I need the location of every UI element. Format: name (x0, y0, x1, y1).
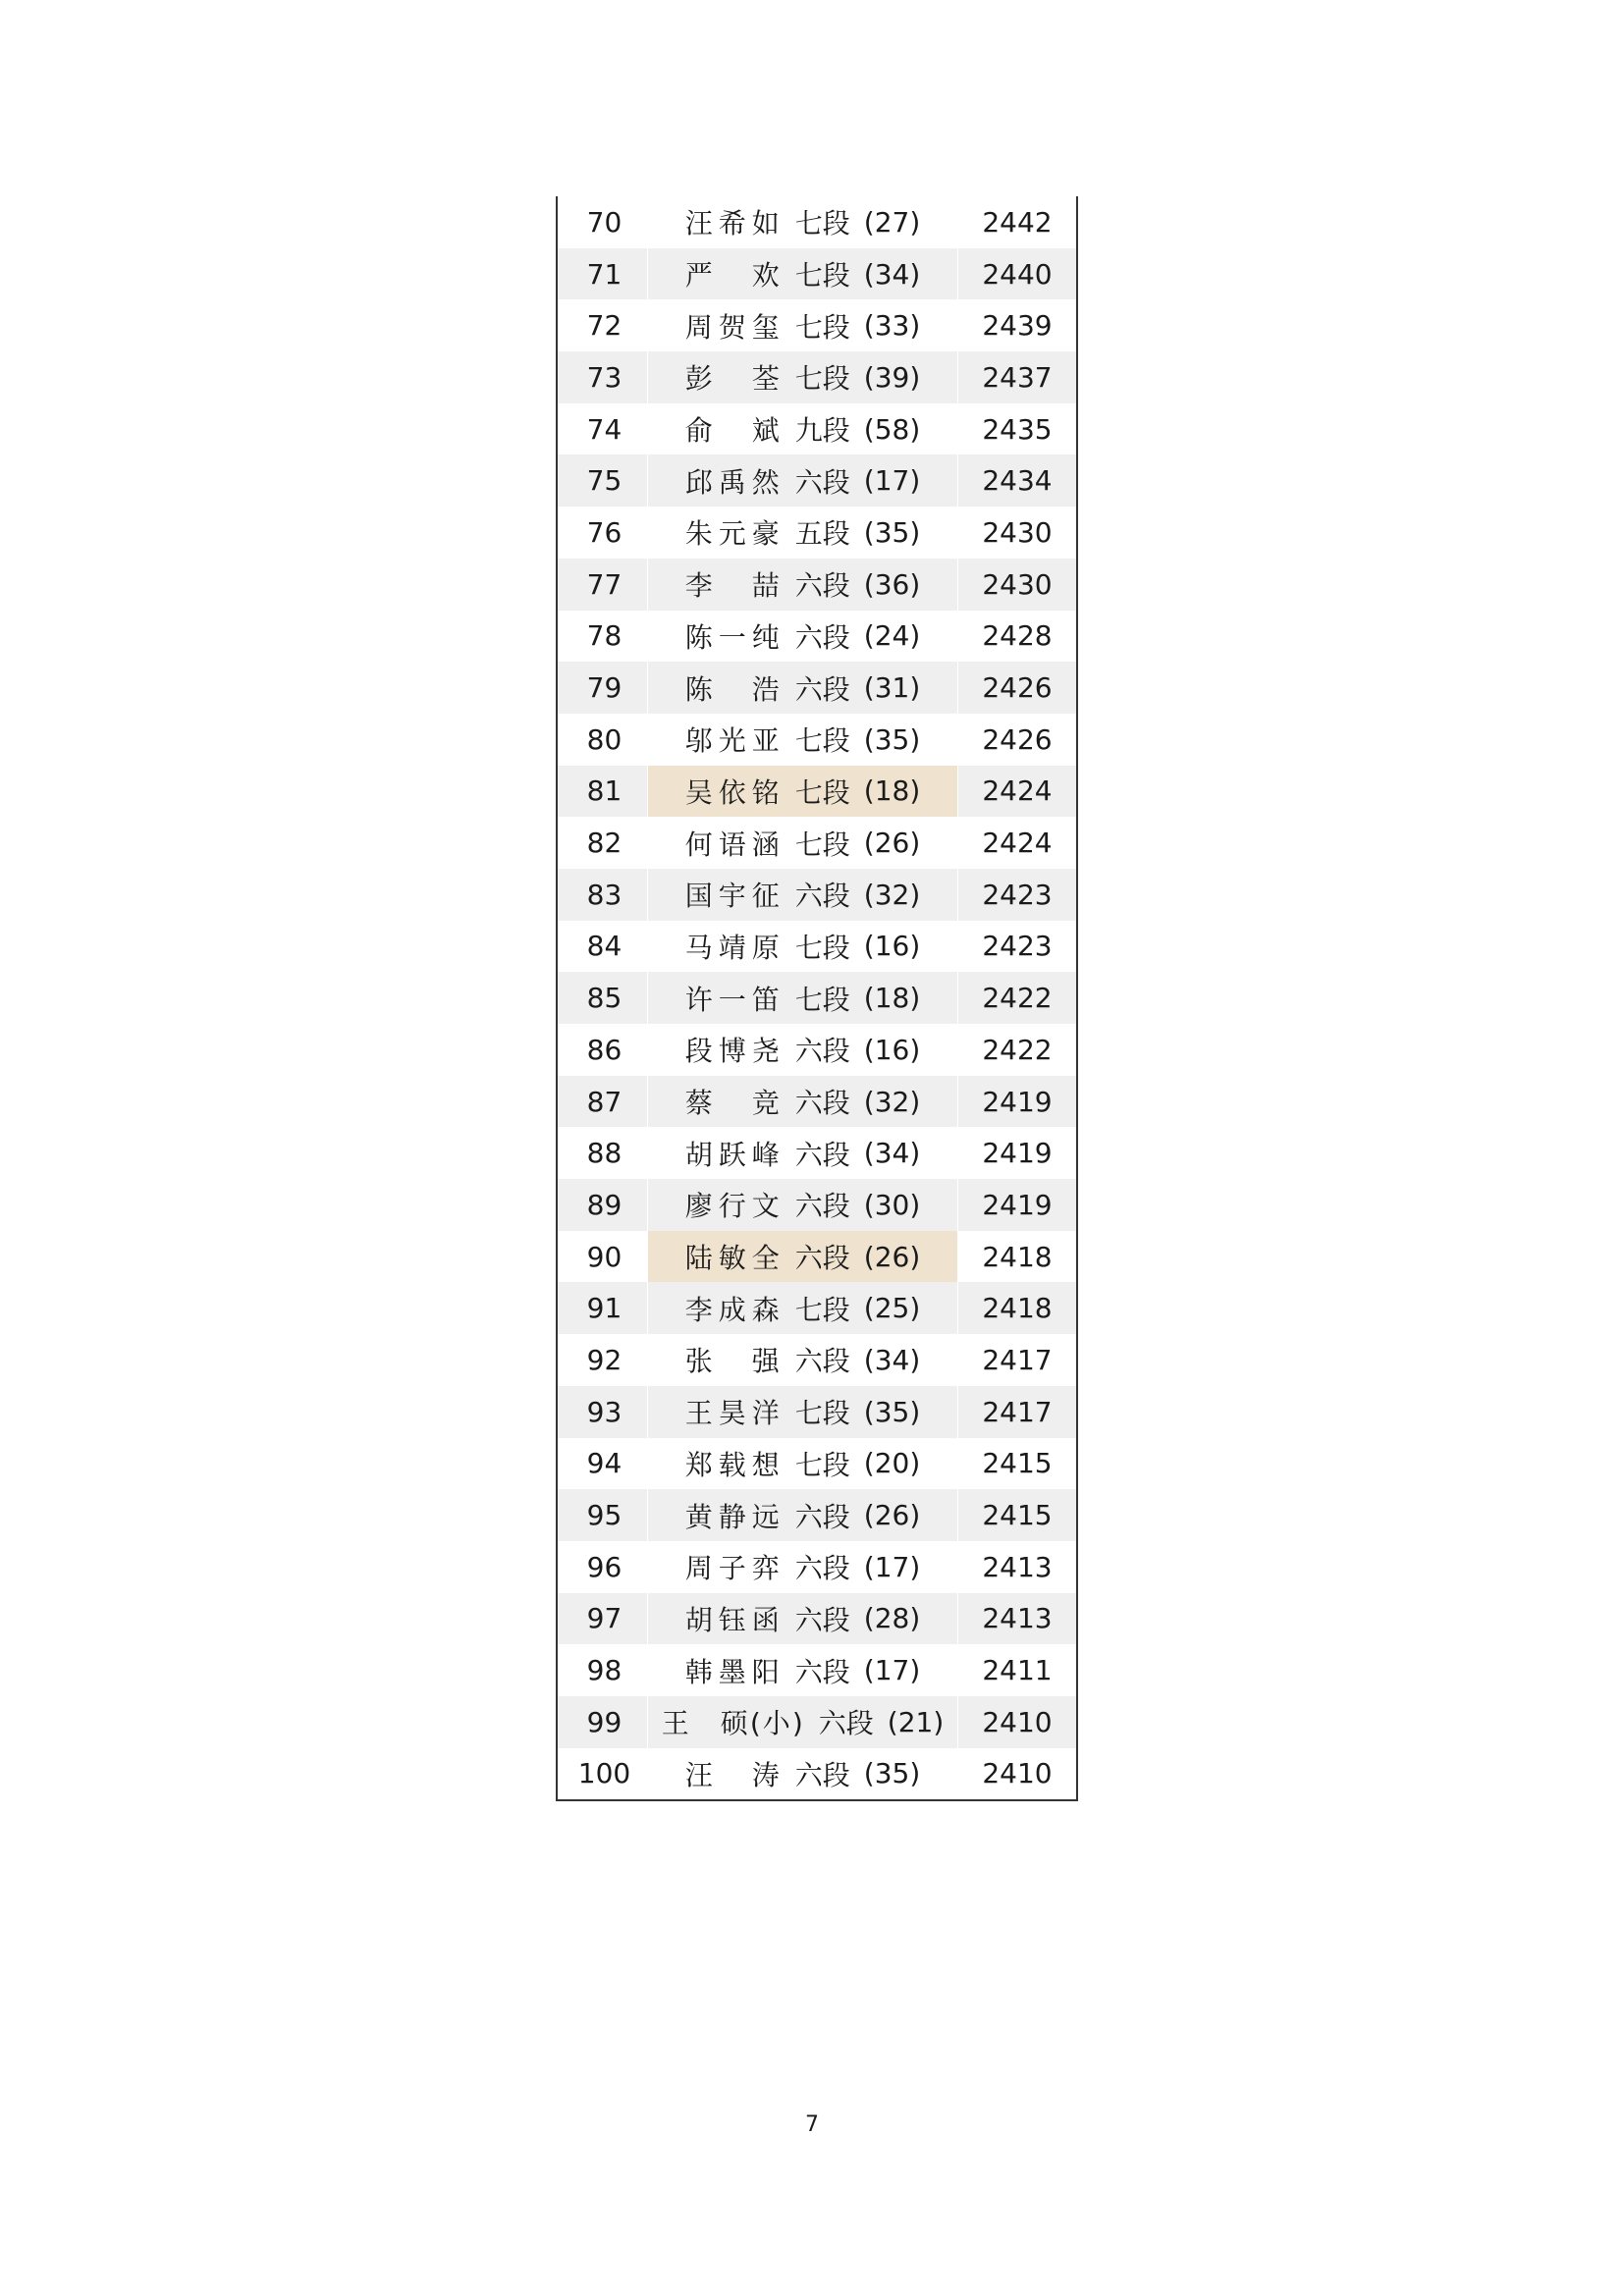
player-cell (648, 299, 958, 351)
rating-cell: 2418 (982, 1292, 1053, 1325)
rank-cell: 96 (558, 1541, 648, 1593)
player-dan: 七段 (794, 775, 850, 809)
rating-cell: 2419 (982, 1085, 1053, 1118)
player-cell (648, 1386, 958, 1438)
player-name: 陆敏全 (684, 1242, 780, 1275)
rank-cell: 84 (558, 921, 648, 973)
rank-cell: 95 (558, 1489, 648, 1541)
rating-cell: 2419 (982, 1188, 1053, 1221)
player-name: 彭 荃 (684, 362, 780, 396)
player-name: 廖行文 (684, 1190, 780, 1223)
page-number: 7 (805, 2112, 819, 2137)
rating-cell: 2423 (982, 878, 1053, 911)
player-dan: 六段 (794, 620, 850, 654)
player-cell (648, 1334, 958, 1386)
player-age: (33) (863, 309, 921, 343)
rank-cell: 92 (558, 1334, 648, 1386)
rank-cell: 91 (558, 1282, 648, 1334)
player-age: (35) (863, 515, 921, 549)
player-dan: 六段 (794, 1655, 850, 1688)
rank-cell: 73 (558, 351, 648, 403)
player-age: (18) (863, 774, 921, 808)
player-name: 王 硕(小) (661, 1707, 803, 1740)
player-name: 吴依铭 (684, 775, 780, 809)
table-row (558, 972, 1076, 1024)
rank-cell: 87 (558, 1076, 648, 1128)
table-row (558, 1386, 1076, 1438)
rank-cell: 85 (558, 972, 648, 1024)
player-age: (35) (863, 722, 921, 756)
rating-cell: 2413 (982, 1602, 1053, 1635)
rank-cell: 77 (558, 559, 648, 611)
player-name: 许一笛 (684, 983, 780, 1016)
table-row (558, 611, 1076, 663)
rating-cell: 2417 (982, 1395, 1053, 1428)
rank-cell: 90 (558, 1231, 648, 1283)
player-name: 黄静远 (684, 1500, 780, 1533)
player-dan: 六段 (794, 1087, 850, 1120)
rank-cell: 81 (558, 766, 648, 818)
rating-cell: 2422 (982, 1033, 1053, 1066)
player-name: 邬光亚 (684, 724, 780, 758)
rating-cell: 2430 (982, 515, 1053, 549)
player-name: 周子弈 (684, 1552, 780, 1585)
player-dan: 七段 (794, 362, 850, 396)
table-row (558, 1334, 1076, 1386)
player-age: (30) (863, 1188, 921, 1221)
player-age: (32) (863, 878, 921, 911)
table-row (558, 1748, 1076, 1800)
rating-cell: 2415 (982, 1499, 1053, 1532)
player-age: (21) (887, 1705, 945, 1738)
rating-cell: 2430 (982, 567, 1053, 601)
player-name: 胡跃峰 (684, 1138, 780, 1171)
table-row (558, 351, 1076, 403)
rank-cell: 72 (558, 299, 648, 351)
table-row (558, 454, 1076, 507)
player-cell (648, 559, 958, 611)
table-row (558, 1489, 1076, 1541)
player-cell (648, 248, 958, 300)
table-row (558, 559, 1076, 611)
rating-cell: 2426 (982, 722, 1053, 756)
rank-cell: 71 (558, 248, 648, 300)
rank-cell: 82 (558, 817, 648, 869)
rating-cell: 2413 (982, 1550, 1053, 1583)
player-cell (648, 714, 958, 766)
player-age: (17) (863, 1550, 921, 1583)
player-cell (648, 1076, 958, 1128)
player-name: 张 强 (684, 1345, 780, 1378)
player-cell (648, 351, 958, 403)
rank-cell: 83 (558, 869, 648, 921)
table-row (558, 1076, 1076, 1128)
table-row (558, 1024, 1076, 1076)
player-age: (20) (863, 1447, 921, 1480)
player-age: (39) (863, 360, 921, 394)
player-age: (27) (863, 205, 921, 239)
player-dan: 六段 (794, 465, 850, 499)
player-dan: 六段 (794, 1552, 850, 1585)
table-row (558, 248, 1076, 300)
rating-cell: 2410 (982, 1705, 1053, 1738)
rating-cell: 2424 (982, 774, 1053, 808)
player-cell (648, 1644, 958, 1696)
rank-cell: 76 (558, 507, 648, 559)
player-age: (26) (863, 827, 921, 860)
rank-cell: 89 (558, 1179, 648, 1231)
player-dan: 六段 (794, 1242, 850, 1275)
table-row (558, 921, 1076, 973)
player-dan: 九段 (794, 414, 850, 448)
rank-cell: 99 (558, 1696, 648, 1748)
player-dan: 六段 (794, 1603, 850, 1636)
player-cell (648, 1489, 958, 1541)
table-row (558, 1438, 1076, 1490)
rank-cell: 98 (558, 1644, 648, 1696)
player-dan: 五段 (794, 517, 850, 551)
rating-cell: 2439 (982, 309, 1053, 343)
player-name: 李成森 (684, 1293, 780, 1326)
rank-cell: 80 (558, 714, 648, 766)
rating-cell: 2415 (982, 1447, 1053, 1480)
player-dan: 六段 (794, 672, 850, 706)
rank-cell: 97 (558, 1593, 648, 1645)
rating-cell: 2424 (982, 827, 1053, 860)
table-row (558, 1231, 1076, 1283)
player-cell (648, 403, 958, 455)
rank-cell: 86 (558, 1024, 648, 1076)
table-row (558, 869, 1076, 921)
player-name: 朱元豪 (684, 517, 780, 551)
player-name: 邱禹然 (684, 465, 780, 499)
rank-cell: 74 (558, 403, 648, 455)
table-row (558, 1644, 1076, 1696)
rank-cell: 79 (558, 662, 648, 714)
player-cell (648, 921, 958, 973)
rating-cell: 2435 (982, 412, 1053, 446)
rating-cell: 2440 (982, 257, 1053, 291)
player-age: (17) (863, 1654, 921, 1687)
player-dan: 六段 (794, 1500, 850, 1533)
table-row (558, 714, 1076, 766)
player-age: (34) (863, 257, 921, 291)
player-cell (648, 611, 958, 663)
player-dan: 七段 (794, 207, 850, 240)
rating-cell: 2423 (982, 930, 1053, 963)
player-name: 周贺玺 (684, 310, 780, 344)
player-name: 李 喆 (684, 569, 780, 603)
rating-cell: 2426 (982, 671, 1053, 705)
player-dan: 七段 (794, 931, 850, 964)
rating-cell: 2428 (982, 619, 1053, 653)
player-age: (26) (863, 1240, 921, 1273)
player-dan: 六段 (794, 1138, 850, 1171)
player-name: 胡钰函 (684, 1603, 780, 1636)
player-age: (32) (863, 1085, 921, 1118)
player-name: 段博尧 (684, 1035, 780, 1068)
rank-cell: 88 (558, 1127, 648, 1179)
rating-cell: 2411 (982, 1654, 1053, 1687)
table-row (558, 1282, 1076, 1334)
player-cell (648, 1748, 958, 1800)
player-age: (58) (863, 412, 921, 446)
table-row (558, 662, 1076, 714)
player-age: (16) (863, 1033, 921, 1066)
player-age: (25) (863, 1292, 921, 1325)
table-row (558, 766, 1076, 818)
player-name: 韩墨阳 (684, 1655, 780, 1688)
player-dan: 七段 (794, 983, 850, 1016)
table-row (558, 1179, 1076, 1231)
player-dan: 六段 (794, 569, 850, 603)
player-cell (648, 869, 958, 921)
table-row (558, 403, 1076, 455)
player-dan: 六段 (794, 1190, 850, 1223)
player-dan: 六段 (794, 1758, 850, 1791)
player-name: 国宇征 (684, 880, 780, 913)
player-name: 俞 斌 (684, 414, 780, 448)
player-name: 汪 涛 (684, 1758, 780, 1791)
player-name: 马靖原 (684, 931, 780, 964)
player-cell (648, 1179, 958, 1231)
table-row (558, 196, 1076, 248)
rank-cell: 100 (558, 1748, 648, 1800)
player-age: (34) (863, 1137, 921, 1170)
player-age: (17) (863, 464, 921, 498)
rating-cell: 2410 (982, 1757, 1053, 1790)
player-dan: 六段 (794, 1035, 850, 1068)
player-age: (26) (863, 1499, 921, 1532)
rating-cell: 2422 (982, 982, 1053, 1015)
player-dan: 六段 (794, 880, 850, 913)
rating-cell: 2418 (982, 1240, 1053, 1273)
player-dan: 六段 (818, 1707, 874, 1740)
player-name: 严 欢 (684, 259, 780, 293)
player-name: 王昊洋 (684, 1397, 780, 1430)
player-age: (28) (863, 1602, 921, 1635)
player-age: (24) (863, 619, 921, 653)
table-row (558, 817, 1076, 869)
player-cell (648, 1696, 958, 1748)
player-cell (648, 196, 958, 248)
table-row (558, 507, 1076, 559)
player-cell (648, 1438, 958, 1490)
player-cell (648, 1127, 958, 1179)
player-name: 汪希如 (684, 207, 780, 240)
player-age: (16) (863, 930, 921, 963)
player-age: (36) (863, 567, 921, 601)
table-row (558, 1541, 1076, 1593)
table-row (558, 299, 1076, 351)
player-cell (648, 1282, 958, 1334)
player-dan: 七段 (794, 1293, 850, 1326)
player-cell (648, 1541, 958, 1593)
rating-cell: 2434 (982, 464, 1053, 498)
player-age: (34) (863, 1343, 921, 1376)
table-row (558, 1593, 1076, 1645)
rank-cell: 78 (558, 611, 648, 663)
table-row (558, 1696, 1076, 1748)
player-age: (35) (863, 1757, 921, 1790)
player-dan: 七段 (794, 1448, 850, 1481)
player-age: (35) (863, 1395, 921, 1428)
rank-cell: 75 (558, 454, 648, 507)
player-cell (648, 972, 958, 1024)
player-cell (648, 766, 958, 818)
ranking-table (556, 196, 1078, 1801)
player-name: 郑载想 (684, 1448, 780, 1481)
rank-cell: 70 (558, 196, 648, 248)
player-cell (648, 1024, 958, 1076)
player-dan: 七段 (794, 1397, 850, 1430)
player-cell (648, 662, 958, 714)
player-name: 陈一纯 (684, 620, 780, 654)
rating-cell: 2442 (982, 205, 1053, 239)
player-cell (648, 507, 958, 559)
player-dan: 六段 (794, 1345, 850, 1378)
player-cell (648, 454, 958, 507)
table-row (558, 1127, 1076, 1179)
rating-cell: 2419 (982, 1137, 1053, 1170)
rank-cell: 94 (558, 1438, 648, 1490)
player-name: 陈 浩 (684, 672, 780, 706)
rating-cell: 2417 (982, 1343, 1053, 1376)
player-age: (31) (863, 671, 921, 705)
player-name: 蔡 竞 (684, 1087, 780, 1120)
player-dan: 七段 (794, 310, 850, 344)
player-dan: 七段 (794, 828, 850, 861)
player-cell (648, 1593, 958, 1645)
rank-cell: 93 (558, 1386, 648, 1438)
rating-cell: 2437 (982, 360, 1053, 394)
player-cell (648, 1231, 958, 1283)
player-age: (18) (863, 982, 921, 1015)
player-cell (648, 817, 958, 869)
player-name: 何语涵 (684, 828, 780, 861)
player-dan: 七段 (794, 724, 850, 758)
player-dan: 七段 (794, 259, 850, 293)
